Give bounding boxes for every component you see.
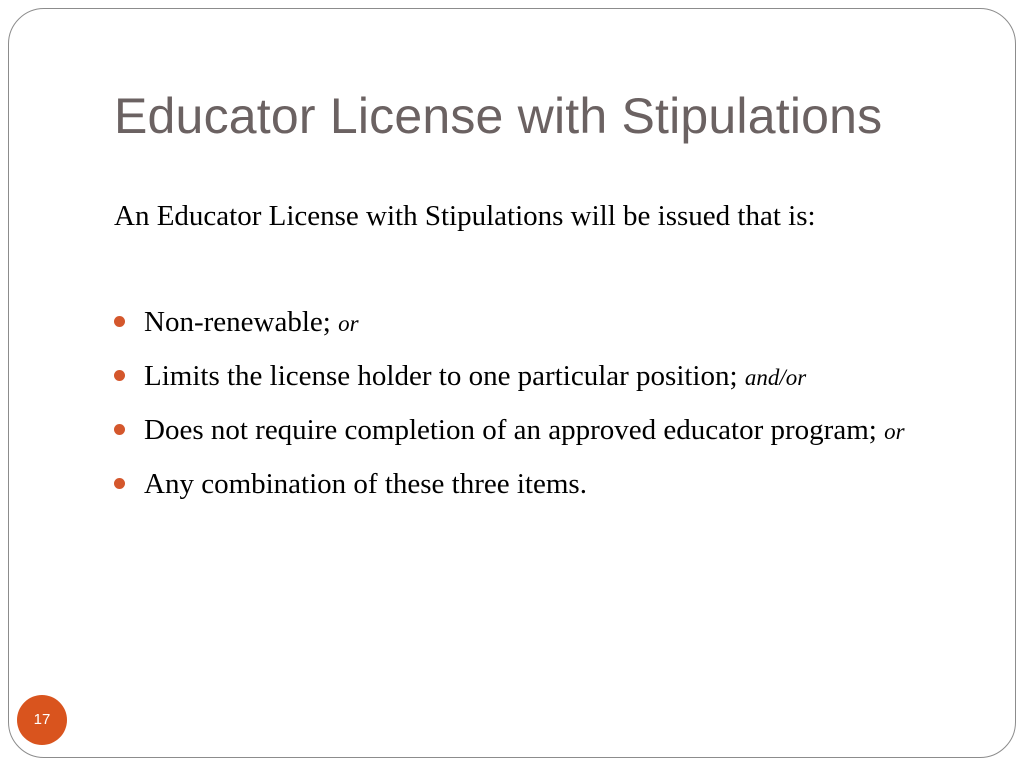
bullet-text: Does not require completion of an approved educator program; (144, 414, 885, 446)
bullet-text: Non-renewable; (144, 306, 339, 338)
bullet-conjunction: and/or (744, 365, 807, 390)
intro-text: An Educator License with Stipulations will be issued that is: (114, 200, 816, 232)
bullet-conjunction: or (884, 419, 905, 444)
bullet-text: Any combination of these three items. (144, 468, 587, 500)
page-number-badge: 17 (17, 695, 67, 745)
slide-title: Educator License with Stipulations (114, 88, 883, 144)
bullet-dot-icon (114, 478, 125, 489)
bullet-item-limits-position (114, 354, 914, 400)
bullet-item-no-program (114, 408, 914, 454)
bullet-item-non-renewable (114, 300, 914, 346)
bullet-item-any-combination (114, 462, 914, 506)
bullet-dot-icon (114, 316, 125, 327)
bullet-list (114, 300, 914, 514)
bullet-dot-icon (114, 424, 125, 435)
bullet-conjunction: or (338, 311, 359, 336)
bullet-text: Limits the license holder to one particular position; (144, 360, 745, 392)
bullet-dot-icon (114, 370, 125, 381)
